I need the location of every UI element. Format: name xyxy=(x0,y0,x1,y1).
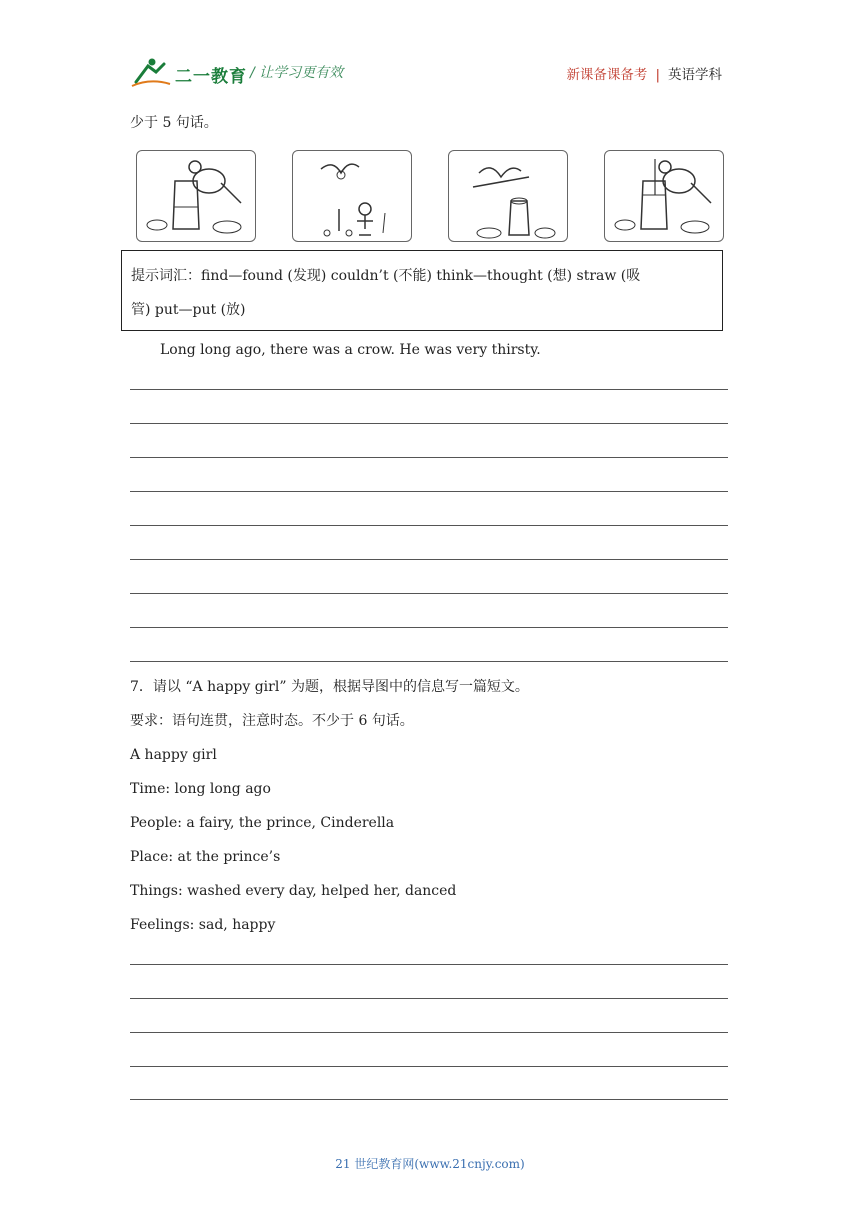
slogan: / 让学习更有效 xyxy=(250,65,344,81)
writing-line xyxy=(130,1099,728,1100)
writing-line xyxy=(130,389,728,390)
writing-line xyxy=(130,1032,728,1033)
outline-line: Feelings: sad, happy xyxy=(130,917,276,933)
writing-line xyxy=(130,964,728,965)
writing-line xyxy=(130,525,728,526)
intro-tail: 少于 5 句话。 xyxy=(130,115,218,131)
writing-line xyxy=(130,998,728,999)
crow-flying-over-boy-picture xyxy=(292,150,412,242)
writing-line xyxy=(130,1066,728,1067)
q7-title: 7．请以 “A happy girl” 为题，根据导图中的信息写一篇短文。 xyxy=(130,679,529,695)
writing-line xyxy=(130,559,728,560)
crow-drinking-from-vase-picture xyxy=(136,150,256,242)
writing-line xyxy=(130,457,728,458)
outline-line: A happy girl xyxy=(130,747,217,763)
brand-name: 二一教育 xyxy=(175,67,247,87)
q7-requirement: 要求：语句连贯，注意时态。不少于 6 句话。 xyxy=(130,713,414,729)
writing-line xyxy=(130,593,728,594)
header-separator: | xyxy=(655,67,660,83)
hint-line-2: 管) put—put (放) xyxy=(131,302,246,318)
outline-line: Things: washed every day, helped her, danced xyxy=(130,883,457,899)
vocabulary-hint-box xyxy=(121,250,723,331)
hint-line-1: 提示词汇：find—found (发现) couldn’t (不能) think—thought (想) straw (吸 xyxy=(131,268,641,284)
outline-line: Place: at the prince’s xyxy=(130,849,281,865)
header-label-a: 新课备课备考 xyxy=(566,67,648,83)
header-subject xyxy=(566,63,722,83)
story-start: Long long ago, there was a crow. He was very thirsty. xyxy=(160,342,541,358)
footer-source: 21 世纪教育网(www.21cnjy.com) xyxy=(335,1157,525,1171)
writing-line xyxy=(130,491,728,492)
writing-line xyxy=(130,627,728,628)
writing-line xyxy=(130,423,728,424)
header-label-b: 英语学科 xyxy=(668,67,722,83)
outline-line: People: a fairy, the prince, Cinderella xyxy=(130,815,395,831)
crow-drinking-with-straw-picture xyxy=(604,150,724,242)
writing-line xyxy=(130,661,728,662)
outline-line: Time: long long ago xyxy=(130,781,271,797)
crow-carrying-straw-picture xyxy=(448,150,568,242)
